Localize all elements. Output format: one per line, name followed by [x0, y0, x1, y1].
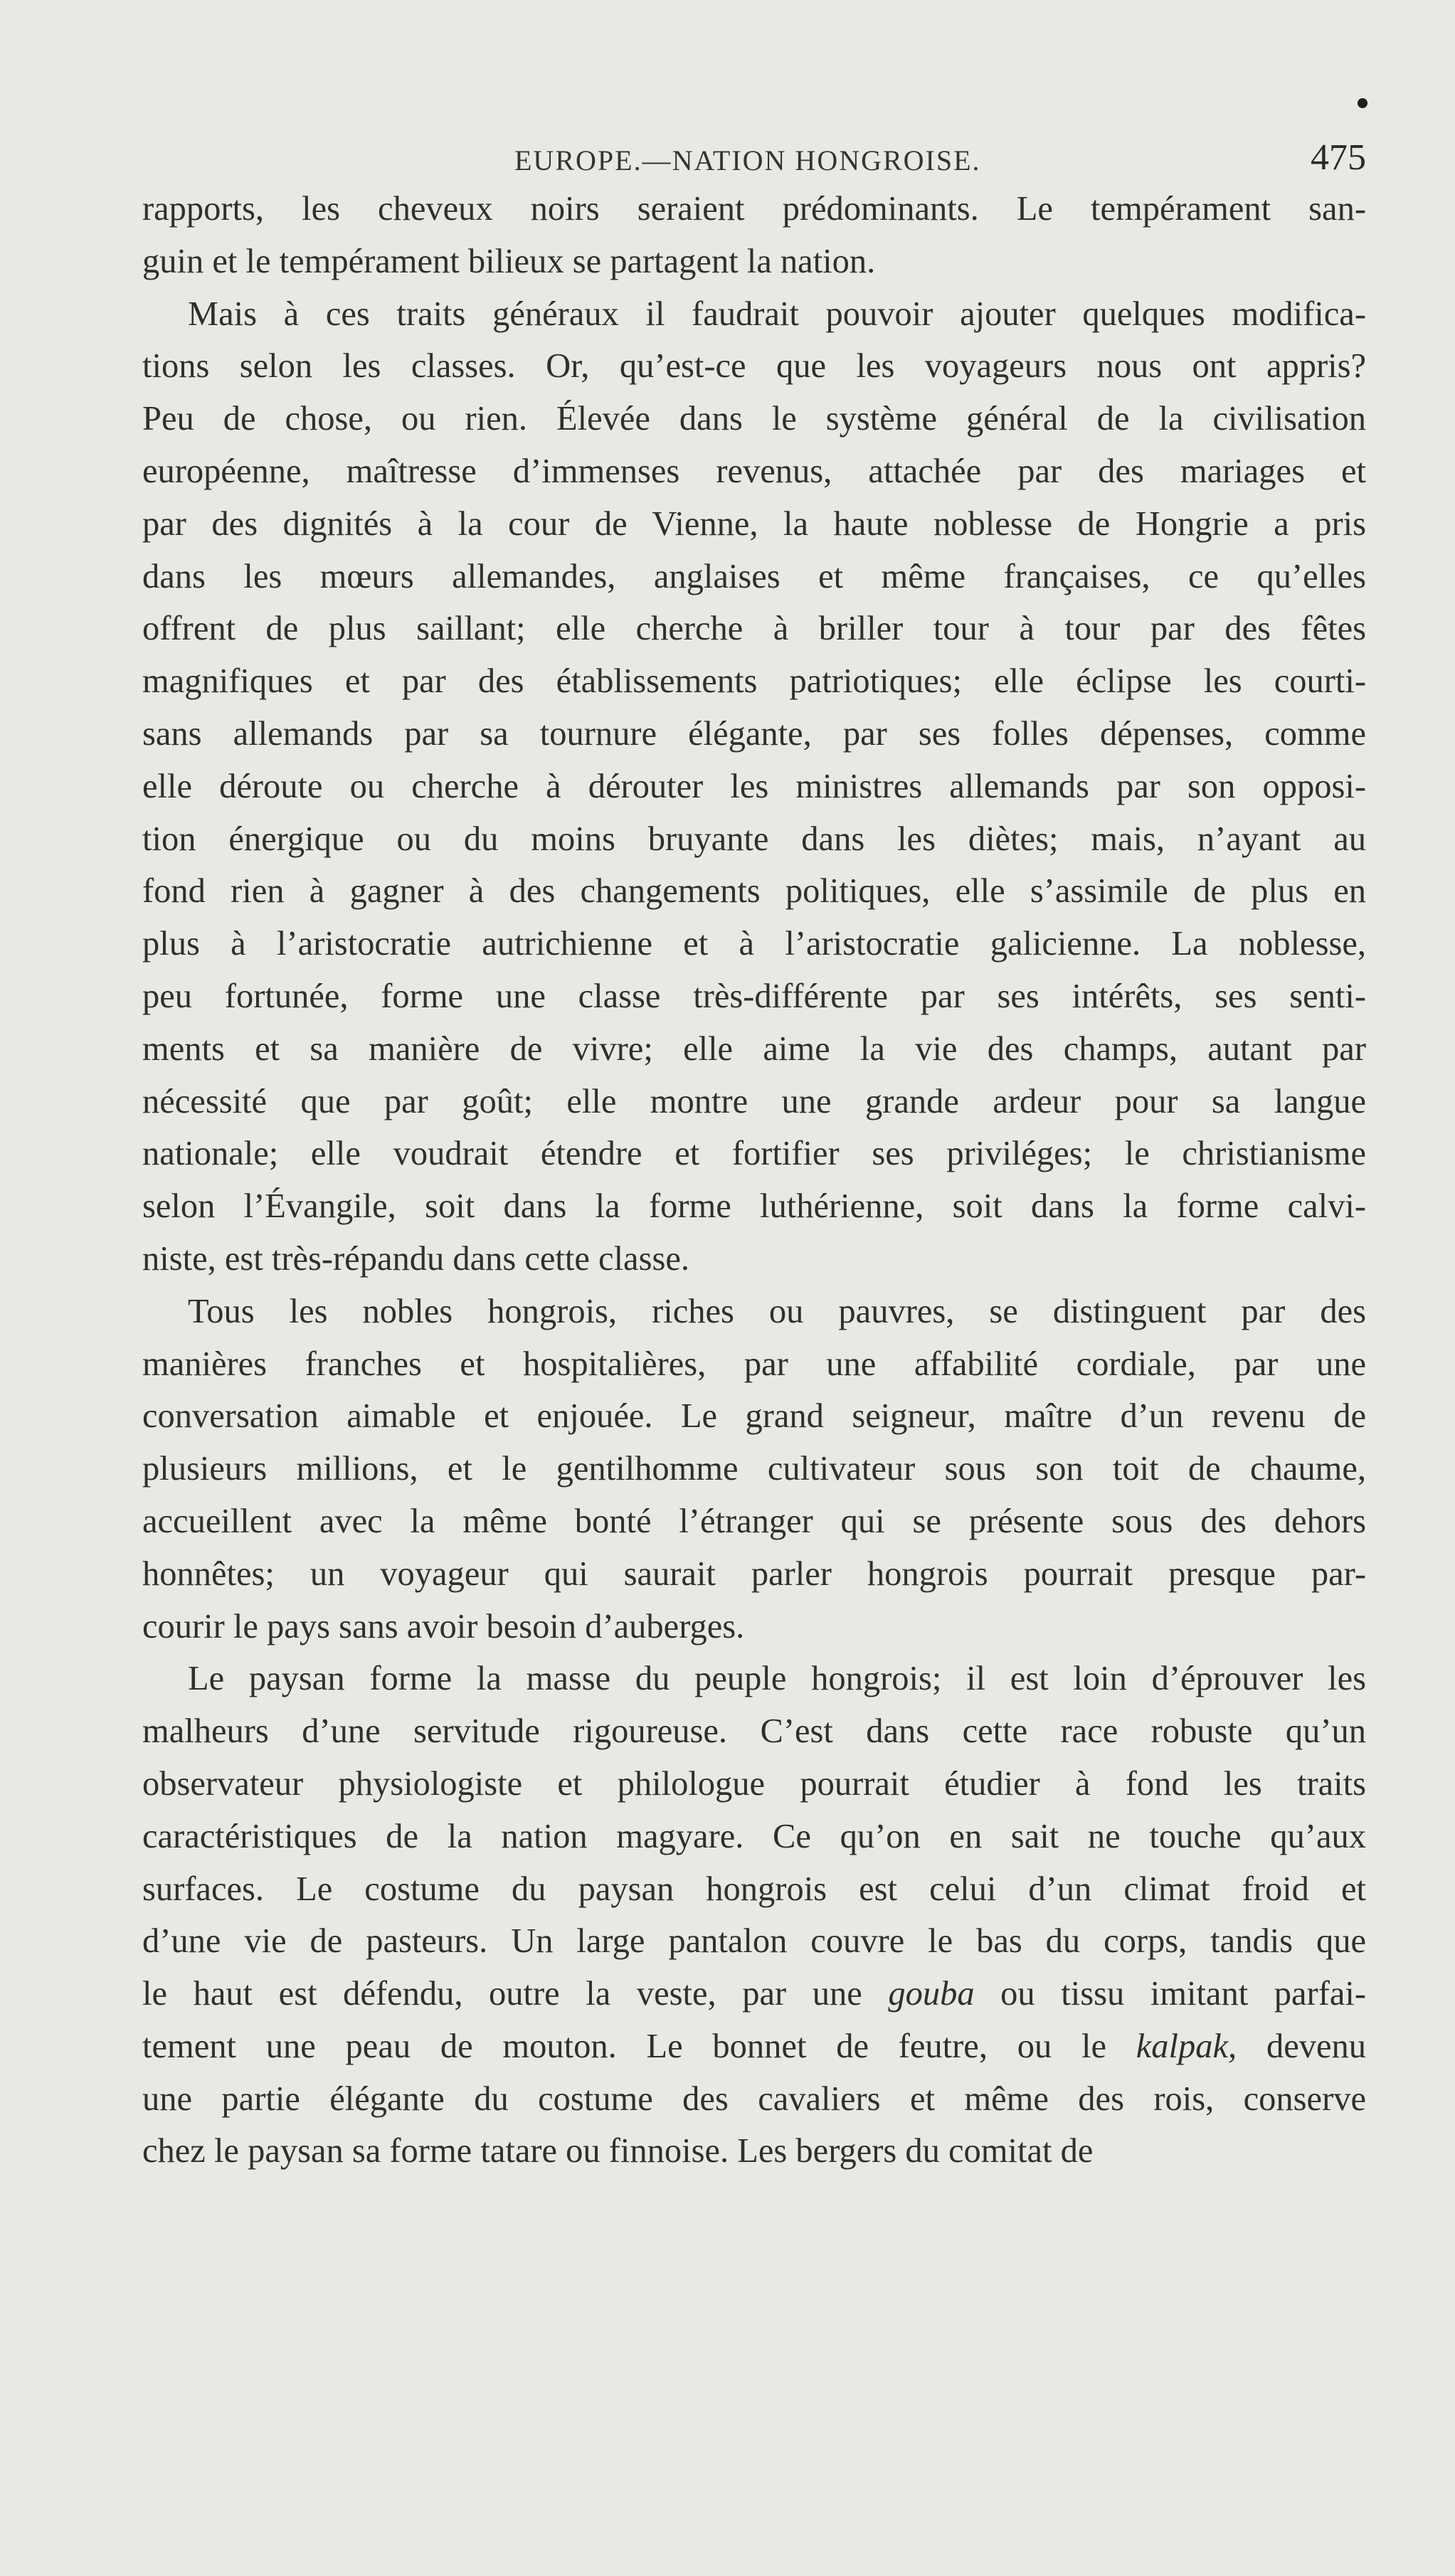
text-line: fond rien à gagner à des changements politiques, elle s’assimile de plus en	[142, 872, 1366, 911]
text-line: tement une peau de mouton. Le bonnet de feutre, ou le kalpak, devenu	[142, 2027, 1366, 2065]
text-line: tion énergique ou du moins bruyante dans les diètes; mais, n’ayant au	[142, 820, 1366, 858]
paragraph	[142, 1286, 1366, 1653]
text-line: rapports, les cheveux noirs seraient prédominants. Le tempérament san-	[142, 190, 1366, 228]
text-line: honnêtes; un voyageur qui saurait parler hongrois pourrait presque par-	[142, 1554, 1366, 1593]
text-line: accueillent avec la même bonté l’étranger qui se présente sous des dehors	[142, 1502, 1366, 1540]
text-line: d’une vie de pasteurs. Un large pantalon couvre le bas du corps, tandis que	[142, 1922, 1366, 1961]
text-line: niste, est très-répandu dans cette classe.	[142, 1239, 689, 1278]
text-line: ments et sa manière de vivre; elle aime la vie des champs, autant par	[142, 1029, 1366, 1068]
paragraph	[142, 1653, 1366, 2178]
text-line: selon l’Évangile, soit dans la forme luthérienne, soit dans la forme calvi-	[142, 1187, 1366, 1226]
text-line: le haut est défendu, outre la veste, par une gouba ou tissu imitant parfai-	[142, 1975, 1367, 2013]
text-line: observateur physiologiste et philologue pourrait étudier à fond les traits	[142, 1764, 1366, 1803]
text-line: malheurs d’une servitude rigoureuse. C’est dans cette race robuste qu’un	[142, 1712, 1366, 1751]
text-line: Le paysan forme la masse du peuple hongrois; il est loin d’éprouver les	[188, 1660, 1366, 1698]
text-line: nationale; elle voudrait étendre et fortifier ses priviléges; le christianisme	[142, 1135, 1366, 1173]
text-line: magnifiques et par des établissements patriotiques; elle éclipse les courti-	[142, 662, 1366, 701]
paragraph	[142, 288, 1366, 1286]
text-line: tions selon les classes. Or, qu’est-ce que les voyageurs nous ont appris?	[142, 347, 1366, 386]
running-title: EUROPE.—NATION HONGROISE.	[514, 144, 981, 176]
text-line: plus à l’aristocratie autrichienne et à l’aristocratie galicienne. La noblesse,	[142, 925, 1366, 963]
text-line: sans allemands par sa tournure élégante, par ses folles dépenses, comme	[142, 714, 1366, 753]
text-line: chez le paysan sa forme tatare ou finnoise. Les bergers du comitat de	[142, 2132, 1094, 2170]
text-line: courir le pays sans avoir besoin d’auberges.	[142, 1607, 745, 1645]
text-line: plusieurs millions, et le gentilhomme cultivateur sous son toit de chaume,	[142, 1450, 1366, 1488]
text-line: nécessité que par goût; elle montre une grande ardeur pour sa langue	[142, 1082, 1366, 1120]
body-text	[142, 183, 1366, 2178]
text-line: européenne, maîtresse d’immenses revenus, attachée par des mariages et	[142, 452, 1366, 490]
ink-dot-mark	[1358, 98, 1367, 108]
text-line: elle déroute ou cherche à dérouter les ministres allemands par son opposi-	[142, 767, 1366, 805]
paragraph	[142, 183, 1366, 288]
text-line: offrent de plus saillant; elle cherche à briller tour à tour par des fêtes	[142, 610, 1366, 648]
text-line: caractéristiques de la nation magyare. Ce qu’on en sait ne touche qu’aux	[142, 1817, 1366, 1855]
italic-term-gouba: gouba	[888, 1975, 975, 2013]
text-line: une partie élégante du costume des cavaliers et même des rois, conserve	[142, 2079, 1366, 2118]
text-line: guin et le tempérament bilieux se partagent la nation.	[142, 242, 876, 280]
page-number: 475	[1311, 137, 1366, 178]
text-line: dans les mœurs allemandes, anglaises et même françaises, ce qu’elles	[142, 557, 1366, 595]
italic-term-kalpak: kalpak,	[1136, 2027, 1237, 2065]
text-line: Peu de chose, ou rien. Élevée dans le système général de la civilisation	[142, 400, 1366, 438]
text-line: conversation aimable et enjouée. Le grand seigneur, maître d’un revenu de	[142, 1397, 1366, 1436]
text-line: peu fortunée, forme une classe très-différente par ses intérêts, ses senti-	[142, 977, 1366, 1015]
text-line: par des dignités à la cour de Vienne, la haute noblesse de Hongrie a pris	[142, 504, 1366, 543]
text-line: manières franches et hospitalières, par une affabilité cordiale, par une	[142, 1345, 1366, 1383]
text-line: Tous les nobles hongrois, riches ou pauvres, se distinguent par des	[188, 1292, 1366, 1330]
text-line: Mais à ces traits généraux il faudrait pouvoir ajouter quelques modifica-	[188, 295, 1366, 333]
text-line: surfaces. Le costume du paysan hongrois est celui d’un climat froid et	[142, 1870, 1366, 1908]
page-header	[142, 137, 1366, 181]
